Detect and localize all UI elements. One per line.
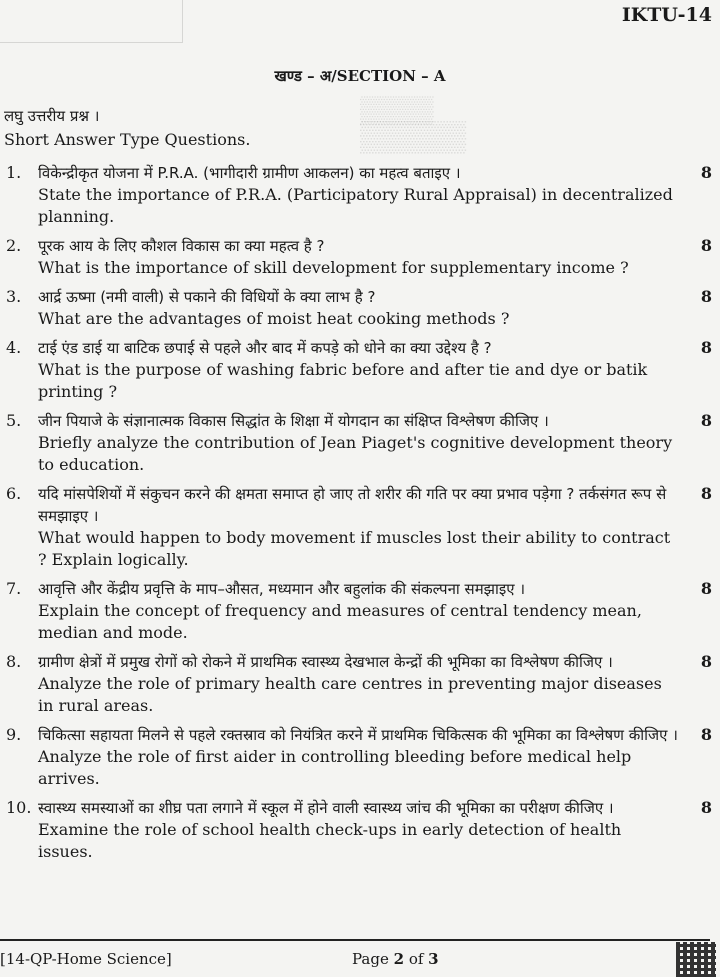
question-item (0, 651, 720, 717)
question-marks: 8 (700, 163, 712, 182)
question-hindi: पूरक आय के लिए कौशल विकास का क्या महत्व है ? (38, 237, 325, 255)
show-through-mark: ▒▒▒▒▒ (360, 120, 467, 153)
question-english: Explain the concept of frequency and measures of central tendency mean, median and mode. (38, 601, 642, 642)
question-item (0, 578, 720, 644)
question-english: What would happen to body movement if muscles lost their ability to contract ? Explain logically. (38, 528, 671, 569)
question-item (0, 286, 720, 330)
question-hindi: आवृत्ति और केंद्रीय प्रवृत्ति के माप–औसत, मध्यमान और बहुलांक की संकल्पना समझाइए । (38, 580, 525, 598)
question-english: Briefly analyze the contribution of Jean Piaget's cognitive development theory to education. (38, 433, 673, 474)
footer-paper-code: [14-QP-Home Science] (0, 950, 172, 968)
question-hindi: विकेन्द्रीकृत योजना में P.R.A. (भागीदारी ग्रामीण आकलन) का महत्व बताइए । (38, 164, 461, 182)
question-hindi: आर्द्र ऊष्मा (नमी वाली) से पकाने की विधियों के क्या लाभ है ? (38, 288, 376, 306)
question-english: Analyze the role of primary health care centres in preventing major diseases in rural areas. (38, 674, 662, 715)
question-item (0, 162, 720, 228)
show-through-box (0, 0, 183, 43)
question-hindi: चिकित्सा सहायता मिलने से पहले रक्तस्राव को नियंत्रित करने में प्राथमिक चिकित्सक की भूमिका का विश्लेषण कीजिए । (38, 726, 678, 744)
question-hindi: ग्रामीण क्षेत्रों में प्रमुख रोगों को रोकने में प्राथमिक स्वास्थ्य देखभाल केन्द्रों की भूमिका का विश्लेषण कीजिए । (38, 653, 613, 671)
question-marks: 8 (700, 484, 712, 503)
question-hindi: स्वास्थ्य समस्याओं का शीघ्र पता लगाने में स्कूल में होने वाली स्वास्थ्य जांच की भूमिका का परीक्षण कीजिए । (38, 799, 614, 817)
question-number: 1. (6, 163, 22, 182)
question-english: What are the advantages of moist heat cooking methods ? (38, 309, 510, 328)
question-number: 4. (6, 338, 22, 357)
question-marks: 8 (700, 652, 712, 671)
qr-code-icon (676, 942, 716, 977)
question-marks: 8 (700, 579, 712, 598)
question-english: What is the importance of skill development for supplementary income ? (38, 258, 629, 277)
question-list (0, 162, 720, 870)
paper-code: IKTU-14 (621, 4, 712, 26)
question-english: What is the purpose of washing fabric before and after tie and dye or batik printing ? (38, 360, 648, 401)
question-english: Examine the role of school health check-ups in early detection of health issues. (38, 820, 622, 861)
question-item (0, 797, 720, 863)
intro-hindi: लघु उत्तरीय प्रश्न । (4, 107, 100, 125)
question-number: 2. (6, 236, 22, 255)
question-number: 5. (6, 411, 22, 430)
question-english: Analyze the role of first aider in controlling bleeding before medical help arrives. (38, 747, 632, 788)
question-item (0, 235, 720, 279)
question-marks: 8 (700, 287, 712, 306)
question-hindi: यदि मांसपेशियों में संकुचन करने की क्षमता समाप्त हो जाए तो शरीर की गति पर क्या प्रभाव पड़ेगा ? तर्कसंगत रूप से समझाइए । (38, 485, 667, 525)
section-title: खण्ड – अ/SECTION – A (274, 67, 446, 85)
question-hindi: टाई एंड डाई या बाटिक छपाई से पहले और बाद में कपड़े को धोने का क्या उद्देश्य है ? (38, 339, 492, 357)
show-through-mark: ▒▒▒▒ (360, 95, 434, 124)
question-number: 3. (6, 287, 22, 306)
question-item (0, 337, 720, 403)
question-item (0, 410, 720, 476)
question-number: 8. (6, 652, 22, 671)
page-indicator: Page 2 of 3 (352, 950, 439, 968)
question-number: 6. (6, 484, 22, 503)
question-marks: 8 (700, 725, 712, 744)
question-english: State the importance of P.R.A. (Participatory Rural Appraisal) in decentralized planning. (38, 185, 673, 226)
question-marks: 8 (700, 236, 712, 255)
question-item (0, 483, 720, 571)
question-number: 9. (6, 725, 22, 744)
intro-english: Short Answer Type Questions. (4, 130, 251, 149)
question-number: 7. (6, 579, 22, 598)
question-marks: 8 (700, 338, 712, 357)
question-marks: 8 (700, 411, 712, 430)
question-hindi: जीन पियाजे के संज्ञानात्मक विकास सिद्धांत के शिक्षा में योगदान का संक्षिप्त विश्लेषण कीजिए । (38, 412, 549, 430)
question-number: 10. (6, 798, 32, 817)
footer-divider (0, 939, 710, 941)
question-marks: 8 (700, 798, 712, 817)
question-item (0, 724, 720, 790)
